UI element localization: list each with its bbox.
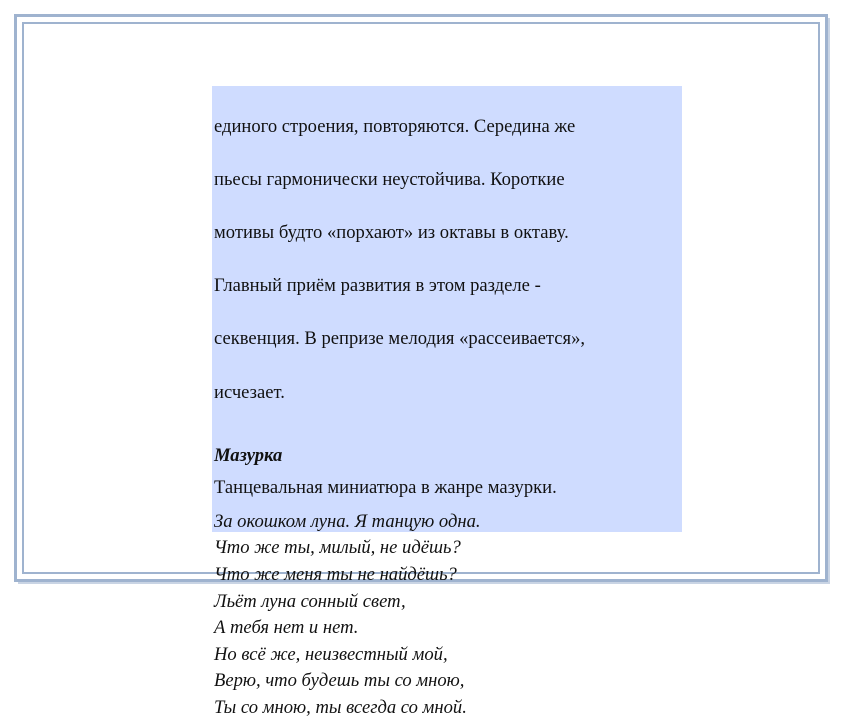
- poem-line: Что же ты, милый, не идёшь?: [214, 537, 461, 559]
- section-subtitle: Танцевальная миниатюра в жанре мазурки.: [214, 476, 557, 498]
- section-heading: Мазурка: [214, 444, 283, 466]
- paragraph-line: исчезает.: [214, 381, 285, 403]
- text-content-box: [212, 86, 682, 718]
- poem-line: За окошком луна. Я танцую одна.: [214, 510, 481, 532]
- poem-line: Льёт луна сонный свет,: [214, 590, 406, 612]
- poem-line: Но всё же, неизвестный мой,: [214, 643, 448, 665]
- paragraph-line: пьесы гармонически неустойчива. Короткие: [214, 168, 565, 190]
- paragraph-line: мотивы будто «порхают» из октавы в октаву.: [214, 221, 569, 243]
- description-paragraph: [214, 87, 682, 433]
- paragraph-line: Главный приём развития в этом разделе -: [214, 275, 541, 297]
- poem-block: [214, 509, 682, 721]
- poem-line: А тебя нет и нет.: [214, 617, 359, 639]
- paragraph-line: единого строения, повторяются. Середина же: [214, 115, 576, 137]
- poem-line: Ты со мною, ты всегда со мной.: [214, 696, 467, 718]
- paragraph-line: секвенция. В репризе мелодия «рассеивается»,: [214, 328, 586, 350]
- poem-line: Верю, что будешь ты со мною,: [214, 670, 465, 692]
- poem-line: Что же меня ты не найдёшь?: [214, 563, 457, 585]
